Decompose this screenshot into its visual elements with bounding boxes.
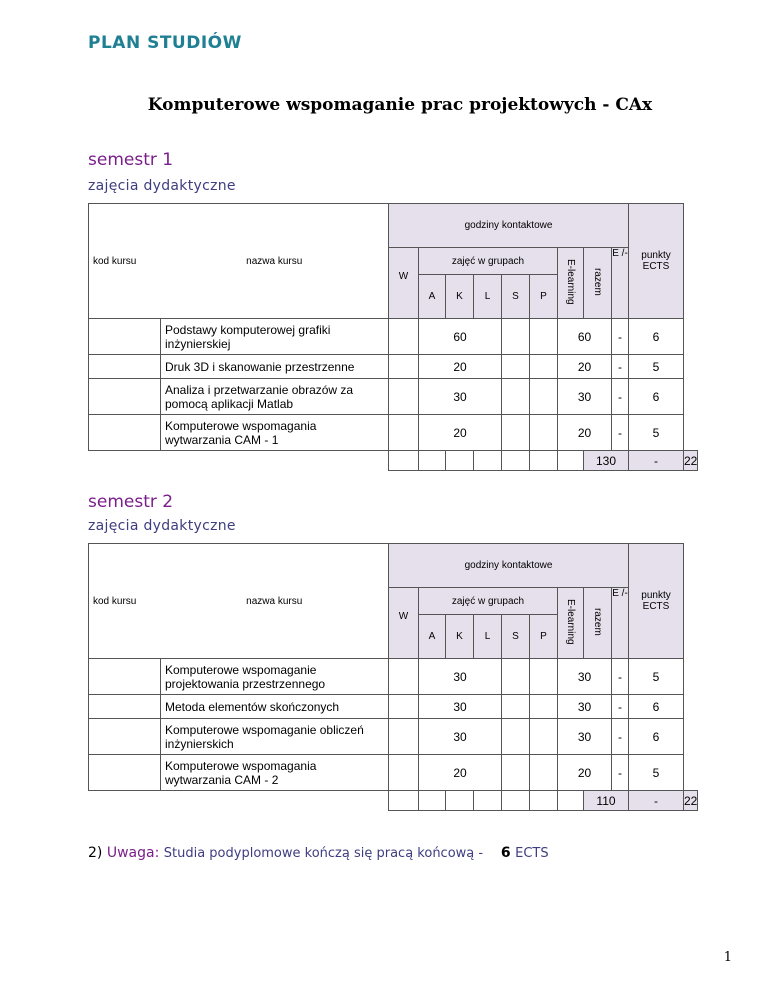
header-kod-kursu: kod kursu <box>89 204 161 319</box>
course-name: Komputerowe wspomagania wytwarzania CAM - 2 <box>161 755 389 791</box>
course-hours: 30 <box>419 695 502 719</box>
course-razem: 30 <box>558 659 612 695</box>
footnote-ects-value: 6 <box>500 845 511 861</box>
table-row <box>89 319 698 355</box>
course-name: Komputerowe wspomaganie projektowania przestrzennego <box>161 659 389 695</box>
header-a: A <box>419 275 446 319</box>
header-s: S <box>502 615 530 659</box>
footnote-number: 2) <box>88 845 103 861</box>
total-razem: 110 <box>584 791 629 811</box>
table-row <box>89 415 698 451</box>
semester-2-title: semestr 2 <box>88 492 174 512</box>
header-zajec-w-grupach: zajęć w grupach <box>419 248 558 275</box>
table-row <box>89 695 698 719</box>
header-godziny-kontaktowe: godziny kontaktowe <box>389 204 629 248</box>
header-e: E /- <box>612 248 629 319</box>
total-row <box>89 791 698 811</box>
semester-1-table <box>88 203 698 471</box>
course-razem: 30 <box>558 719 612 755</box>
table-row <box>89 355 698 379</box>
course-razem: 20 <box>558 355 612 379</box>
course-razem: 20 <box>558 755 612 791</box>
course-exam: - <box>612 659 629 695</box>
total-ects: 22 <box>684 451 698 471</box>
course-hours: 60 <box>419 319 502 355</box>
course-name: Komputerowe wspomaganie obliczeń inżynierskich <box>161 719 389 755</box>
header-e: E /- <box>612 588 629 659</box>
course-razem: 30 <box>558 695 612 719</box>
semester-2-table <box>88 543 698 811</box>
course-exam: - <box>612 415 629 451</box>
header-elearning: E-learning <box>558 588 584 659</box>
total-exam: - <box>629 451 684 471</box>
course-exam: - <box>612 719 629 755</box>
table-row <box>89 379 698 415</box>
header-razem: razem <box>584 248 612 319</box>
header-s: S <box>502 275 530 319</box>
course-exam: - <box>612 355 629 379</box>
course-hours: 30 <box>419 379 502 415</box>
course-hours: 30 <box>419 659 502 695</box>
course-hours: 20 <box>419 755 502 791</box>
footnote-text: Studia podyplomowe kończą się pracą końcową - <box>163 846 484 861</box>
total-exam: - <box>629 791 684 811</box>
header-p: P <box>530 615 558 659</box>
total-ects: 22 <box>684 791 698 811</box>
header-p: P <box>530 275 558 319</box>
header-kod-kursu: kod kursu <box>89 544 161 659</box>
course-name: Podstawy komputerowej grafiki inżynierskiej <box>161 319 389 355</box>
header-a: A <box>419 615 446 659</box>
course-razem: 30 <box>558 379 612 415</box>
footnote <box>88 845 549 861</box>
semester-1-title: semestr 1 <box>88 150 174 170</box>
footnote-ects-label: ECTS <box>515 846 549 861</box>
header-razem: razem <box>584 588 612 659</box>
header-punkty-ects: punkty ECTS <box>629 544 684 659</box>
semester-1-subtitle: zajęcia dydaktyczne <box>88 178 236 194</box>
course-ects: 5 <box>629 659 684 695</box>
course-hours: 20 <box>419 355 502 379</box>
header-l: L <box>474 275 502 319</box>
course-razem: 20 <box>558 415 612 451</box>
course-ects: 6 <box>629 319 684 355</box>
plan-header: PLAN STUDIÓW <box>88 33 242 53</box>
header-punkty-ects: punkty ECTS <box>629 204 684 319</box>
course-razem: 60 <box>558 319 612 355</box>
course-ects: 6 <box>629 695 684 719</box>
course-ects: 6 <box>629 379 684 415</box>
course-ects: 6 <box>629 719 684 755</box>
course-hours: 30 <box>419 719 502 755</box>
header-godziny-kontaktowe: godziny kontaktowe <box>389 544 629 588</box>
page-number: 1 <box>723 950 732 965</box>
table-row <box>89 755 698 791</box>
course-name: Druk 3D i skanowanie przestrzenne <box>161 355 389 379</box>
header-elearning: E-learning <box>558 248 584 319</box>
course-ects: 5 <box>629 415 684 451</box>
course-ects: 5 <box>629 755 684 791</box>
header-w: W <box>389 588 419 659</box>
semester-2-subtitle: zajęcia dydaktyczne <box>88 518 236 534</box>
course-exam: - <box>612 695 629 719</box>
course-exam: - <box>612 755 629 791</box>
table-row <box>89 719 698 755</box>
header-zajec-w-grupach: zajęć w grupach <box>419 588 558 615</box>
header-k: K <box>446 615 474 659</box>
course-ects: 5 <box>629 355 684 379</box>
header-l: L <box>474 615 502 659</box>
header-nazwa-kursu: nazwa kursu <box>161 544 389 659</box>
total-razem: 130 <box>584 451 629 471</box>
course-hours: 20 <box>419 415 502 451</box>
total-row <box>89 451 698 471</box>
course-name: Metoda elementów skończonych <box>161 695 389 719</box>
course-exam: - <box>612 379 629 415</box>
course-name: Komputerowe wspomagania wytwarzania CAM - 1 <box>161 415 389 451</box>
header-k: K <box>446 275 474 319</box>
course-name: Analiza i przetwarzanie obrazów za pomocą aplikacji Matlab <box>161 379 389 415</box>
header-w: W <box>389 248 419 319</box>
footnote-label: Uwaga: <box>106 845 160 861</box>
course-exam: - <box>612 319 629 355</box>
header-nazwa-kursu: nazwa kursu <box>161 204 389 319</box>
table-row <box>89 659 698 695</box>
document-title: Komputerowe wspomaganie prac projektowych - CAx <box>147 95 653 115</box>
